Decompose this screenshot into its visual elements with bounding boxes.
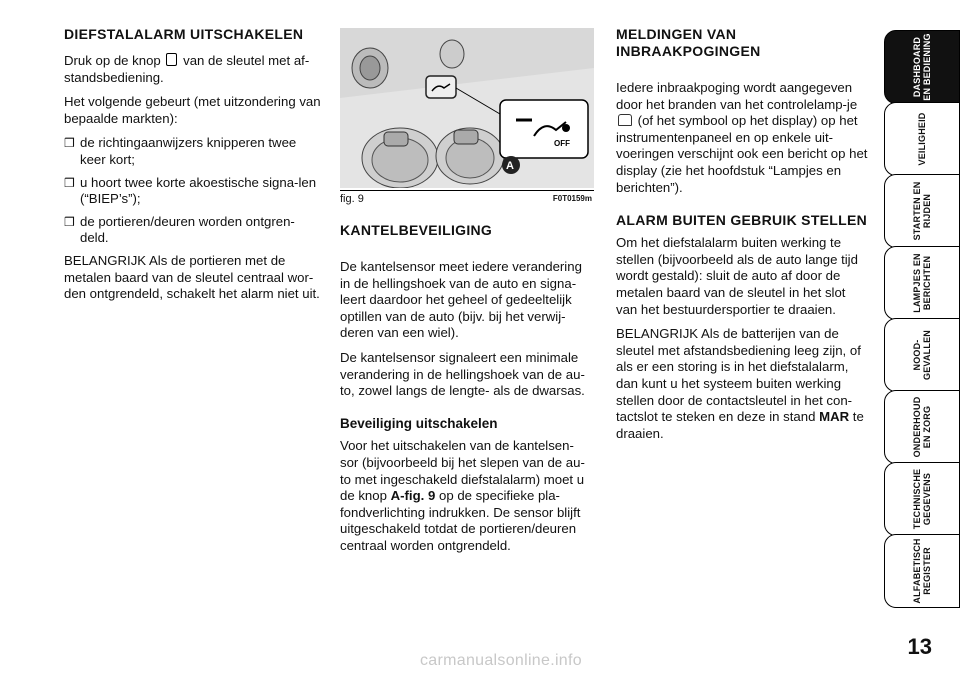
tab-label: ALFABETISCH REGISTER [912,538,932,604]
text: de portieren/deuren worden ontgren-deld. [80,213,295,246]
text: Voor het uitschakelen van de kantelsen-sor (bijvoorbeeld bij het slepen van de au-to met ingeschakeld diefstalalarm) moet u de knop [340,438,585,504]
left-column [64,26,322,311]
checkbox-bullet-icon: ❒ [64,214,75,229]
figure-caption [340,190,594,205]
list-item [64,175,322,208]
figure-label: fig. 9 [340,193,364,205]
checkbox-bullet-icon: ❒ [64,136,75,151]
tab-label: TECHNISCHE GEGEVENS [912,468,932,530]
paragraph-tilt-2: De kantelsensor signaleert een minimale verandering in de hellingshoek van de au-to, zowel langs de lengte- als de dwarsas. [340,349,585,399]
heading-break-in-reports: MELDINGEN VAN INBRAAKPOGINGEN [616,26,761,59]
tab-label: NOOD- GEVALLEN [912,330,932,380]
tab-emergencies[interactable] [884,318,960,392]
paragraph-break-in [616,80,868,196]
tab-label: VEILIGHEID [917,112,927,166]
right-column [616,26,868,450]
tab-label: STARTEN EN RIJDEN [912,181,932,241]
list-item [64,135,322,168]
paragraph-disable-alarm: Om het diefstalalarm buiten werking te stellen (bijvoorbeeld als de auto lange tijd wordt gestald): sluit de auto af door de metalen baard van de sleutel in het slot van het bestuurdersportier te draaien. [616,235,858,317]
tab-starting-driving[interactable] [884,174,960,248]
text: BELANGRIJK Als de batterijen van de sleutel met afstandsbediening leeg zijn, of als er een storing is in het diefstalalarm, dan kunt u het systeem buiten werking stellen door de contactsleutel in het con-tactslot te steken en deze in stand [616,326,861,425]
paragraph-press-button [64,53,322,86]
tab-lights-messages[interactable] [884,246,960,320]
tab-label: ONDERHOUD EN ZORG [912,396,932,458]
text: de richtingaanwijzers knipperen twee keer kort; [80,135,297,167]
middle-column [340,222,590,563]
ceiling-light-figure [340,28,594,188]
checkbox-bullet-icon: ❒ [64,175,75,190]
page-number: 13 [907,634,932,659]
paragraph-important: BELANGRIJK Als de portieren met de metalen baard van de sleutel centraal wor-den ontgrendeld, schakelt het alarm niet uit. [64,252,320,302]
tab-label: LAMPJES EN BERICHTEN [912,253,932,313]
figure-code: F0T0159m [552,194,592,203]
callout-a: A [506,160,514,172]
paragraph-tilt-1: De kantelsensor meet iedere verandering in de hellingshoek van de auto en signa-leert daardoor het geheel of gedeeltelijk optillen van de auto (bijv. bij het verwij-deren van een wiel). [340,259,582,341]
text: op de specifieke pla-fondverlichting indrukken. De sensor blijft uitgeschakeld totdat de portieren/deuren centraal worden ontgrendeld. [340,488,581,553]
heading-alarm-off: DIEFSTALALARM UITSCHAKELEN [64,26,304,42]
text: (of het symbool op het display) op het instrumentenpaneel en op enkele uit-voeringen verschijnt ook een bericht op het display (zie het hoofdstuk “Lampjes en berichten”). [616,113,868,195]
text: van de sleutel met af-standsbediening. [64,53,310,85]
text: Druk op de knop [64,53,161,68]
paragraph-following: Het volgende gebeurt (met uitzondering van bepaalde markten): [64,94,321,126]
watermark: carmanualsonline.info [420,652,582,669]
heading-alarm-disable: ALARM BUITEN GEBRUIK STELLEN [616,212,868,229]
tab-label: DASHBOARD EN BEDIENING [912,33,932,101]
lock-icon [166,53,177,66]
text: u hoort twee korte akoestische signa-len (“BIEP’s”); [80,174,317,207]
paragraph-important-battery [616,326,868,442]
off-label: OFF [554,139,570,148]
tab-safety[interactable] [884,102,960,176]
tab-dashboard[interactable] [884,30,960,104]
alarm-car-icon [618,114,632,126]
subheading-disable: Beveiliging uitschakelen [340,415,498,431]
tab-maintenance[interactable] [884,390,960,464]
text: Iedere inbraakpoging wordt aangegeven door het branden van het controlelamp-je [616,80,858,112]
figure-reference: A-fig. 9 [390,488,436,504]
paragraph-disable [340,438,590,554]
tab-technical-data[interactable] [884,462,960,536]
heading-tilt-protection: KANTELBEVEILIGING [340,222,493,238]
text: te draaien. [616,409,864,441]
mar-position: MAR [819,409,850,425]
tab-index[interactable] [884,534,960,608]
list-item [64,214,322,247]
